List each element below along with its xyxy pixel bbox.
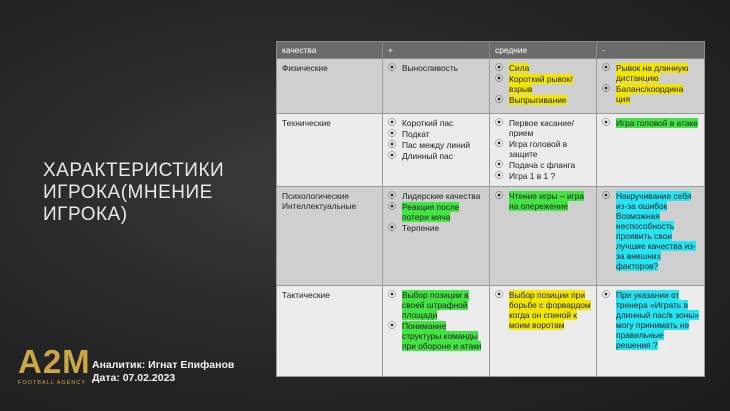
item-text: Понимание структуры команды при обороне и атаки xyxy=(402,321,482,351)
list-item xyxy=(495,191,591,211)
list-item xyxy=(495,290,591,330)
cell-list xyxy=(495,118,591,181)
list-item xyxy=(388,223,484,233)
logo-text: A2M xyxy=(18,343,91,380)
item-text: Сила xyxy=(509,63,530,73)
bullet-icon: ⦿ xyxy=(495,118,503,127)
cell-list xyxy=(495,191,591,211)
cell-list xyxy=(495,63,591,105)
item-text: Выбор позиции при борьбе с форвардом когда он спиной к моим воротам xyxy=(509,290,591,330)
row-label: Тактические xyxy=(277,286,383,377)
row-label: Психологические Интеллектуальные xyxy=(277,187,383,286)
title-line-3: ИГРОКА) xyxy=(43,204,128,225)
list-item xyxy=(495,74,591,94)
item-text: Выбор позиции в своей штрафной площади xyxy=(402,290,469,320)
item-text: Игра головой в защите xyxy=(509,139,568,159)
table-row xyxy=(277,286,705,377)
bullet-icon: ⦿ xyxy=(495,290,503,299)
list-item xyxy=(602,118,699,128)
item-text: Реакция после потери мяча xyxy=(402,202,460,222)
list-item xyxy=(495,118,591,138)
bullet-icon: ⦿ xyxy=(388,129,396,138)
title-line-1: ХАРАКТЕРИСТИКИ xyxy=(43,160,225,181)
table-row xyxy=(277,59,705,114)
list-item xyxy=(388,321,484,351)
list-item xyxy=(495,95,591,105)
item-text: Накручивание себя из-за ошибок Возможная неспособность проявить свои лучшие качества из-за внешних факторов? xyxy=(616,191,696,271)
cell-mid xyxy=(490,286,597,377)
header-mid: средние xyxy=(490,42,597,59)
cell-list xyxy=(388,290,484,351)
list-item xyxy=(495,139,591,159)
cell-list xyxy=(602,118,699,128)
cell-plus xyxy=(383,286,490,377)
list-item xyxy=(495,171,591,181)
item-text: При указании от тренера «Играть в длинный пас/в зоны» могу принимать не правильные решения ? xyxy=(616,290,699,350)
cell-list xyxy=(388,118,484,161)
list-item xyxy=(388,202,484,222)
analyst-info xyxy=(92,359,234,385)
item-text: Игра головой в атаке xyxy=(616,118,698,128)
bullet-icon: ⦿ xyxy=(388,191,396,200)
logo-subtext: FOOTBALL AGENCY xyxy=(18,380,86,386)
cell-plus xyxy=(383,187,490,286)
bullet-icon: ⦿ xyxy=(602,191,610,200)
bullet-icon: ⦿ xyxy=(602,118,610,127)
bullet-icon: ⦿ xyxy=(388,118,396,127)
qualities-table xyxy=(276,41,705,377)
analyst-date: Дата: 07.02.2023 xyxy=(92,372,176,384)
bullet-icon: ⦿ xyxy=(602,84,610,93)
header-qualities: качества xyxy=(277,42,383,59)
cell-mid xyxy=(490,59,597,114)
table-row xyxy=(277,187,705,286)
cell-list xyxy=(495,290,591,330)
list-item xyxy=(602,63,699,83)
item-text: Лидерские качества xyxy=(402,191,481,201)
cell-minus xyxy=(597,286,705,377)
row-label: Технические xyxy=(277,114,383,187)
logo xyxy=(18,343,91,391)
item-text: Чтение игры – игра на опережение xyxy=(509,191,585,211)
bullet-icon: ⦿ xyxy=(388,223,396,232)
bullet-icon: ⦿ xyxy=(388,63,396,72)
bullet-icon: ⦿ xyxy=(495,95,503,104)
bullet-icon: ⦿ xyxy=(495,171,503,180)
list-item xyxy=(388,118,484,128)
cell-minus xyxy=(597,114,705,187)
cell-minus xyxy=(597,59,705,114)
list-item xyxy=(388,191,484,201)
cell-plus xyxy=(383,114,490,187)
bullet-icon: ⦿ xyxy=(388,202,396,211)
list-item xyxy=(388,129,484,139)
bullet-icon: ⦿ xyxy=(495,160,503,169)
item-text: Выпрыгивание xyxy=(509,95,567,105)
bullet-icon: ⦿ xyxy=(388,290,396,299)
cell-list xyxy=(602,191,699,271)
cell-mid xyxy=(490,187,597,286)
bullet-icon: ⦿ xyxy=(388,151,396,160)
cell-list xyxy=(602,63,699,104)
analyst-name: Аналитик: Игнат Епифанов xyxy=(92,359,235,371)
item-text: Терпение xyxy=(402,223,440,233)
item-text: Первое касание/прием xyxy=(509,118,574,138)
bullet-icon: ⦿ xyxy=(495,139,503,148)
cell-list xyxy=(388,191,484,233)
list-item xyxy=(602,290,699,350)
row-label: Физические xyxy=(277,59,383,114)
item-text: Рывок на длинную дистанцию xyxy=(616,63,689,83)
header-minus: - xyxy=(597,42,705,59)
list-item xyxy=(388,140,484,150)
bullet-icon: ⦿ xyxy=(495,63,503,72)
list-item xyxy=(495,63,591,73)
bullet-icon: ⦿ xyxy=(388,321,396,330)
list-item xyxy=(495,160,591,170)
cell-list xyxy=(388,63,484,73)
bullet-icon: ⦿ xyxy=(388,140,396,149)
list-item xyxy=(388,63,484,73)
bullet-icon: ⦿ xyxy=(602,63,610,72)
list-item xyxy=(388,290,484,320)
cell-mid xyxy=(490,114,597,187)
list-item xyxy=(602,191,699,271)
list-item xyxy=(602,84,699,104)
item-text: Баланс/координа ция xyxy=(616,84,684,104)
item-text: Короткий рывок/взрыв xyxy=(509,74,573,94)
cell-plus xyxy=(383,59,490,114)
item-text: Выносливость xyxy=(402,63,459,73)
item-text: Игра 1 в 1 ? xyxy=(509,171,556,181)
item-text: Пас между линий xyxy=(402,140,471,150)
bullet-icon: ⦿ xyxy=(495,191,503,200)
slide-title xyxy=(43,160,253,226)
table-row xyxy=(277,114,705,187)
list-item xyxy=(388,151,484,161)
cell-list xyxy=(602,290,699,350)
item-text: Короткий пас xyxy=(402,118,454,128)
item-text: Подкат xyxy=(402,129,430,139)
item-text: Подача с фланга xyxy=(509,160,576,170)
bullet-icon: ⦿ xyxy=(602,290,610,299)
item-text: Длинный пас xyxy=(402,151,453,161)
bullet-icon: ⦿ xyxy=(495,74,503,83)
title-line-2: ИГРОКА(МНЕНИЕ xyxy=(43,182,213,203)
header-plus: + xyxy=(383,42,490,59)
cell-minus xyxy=(597,187,705,286)
